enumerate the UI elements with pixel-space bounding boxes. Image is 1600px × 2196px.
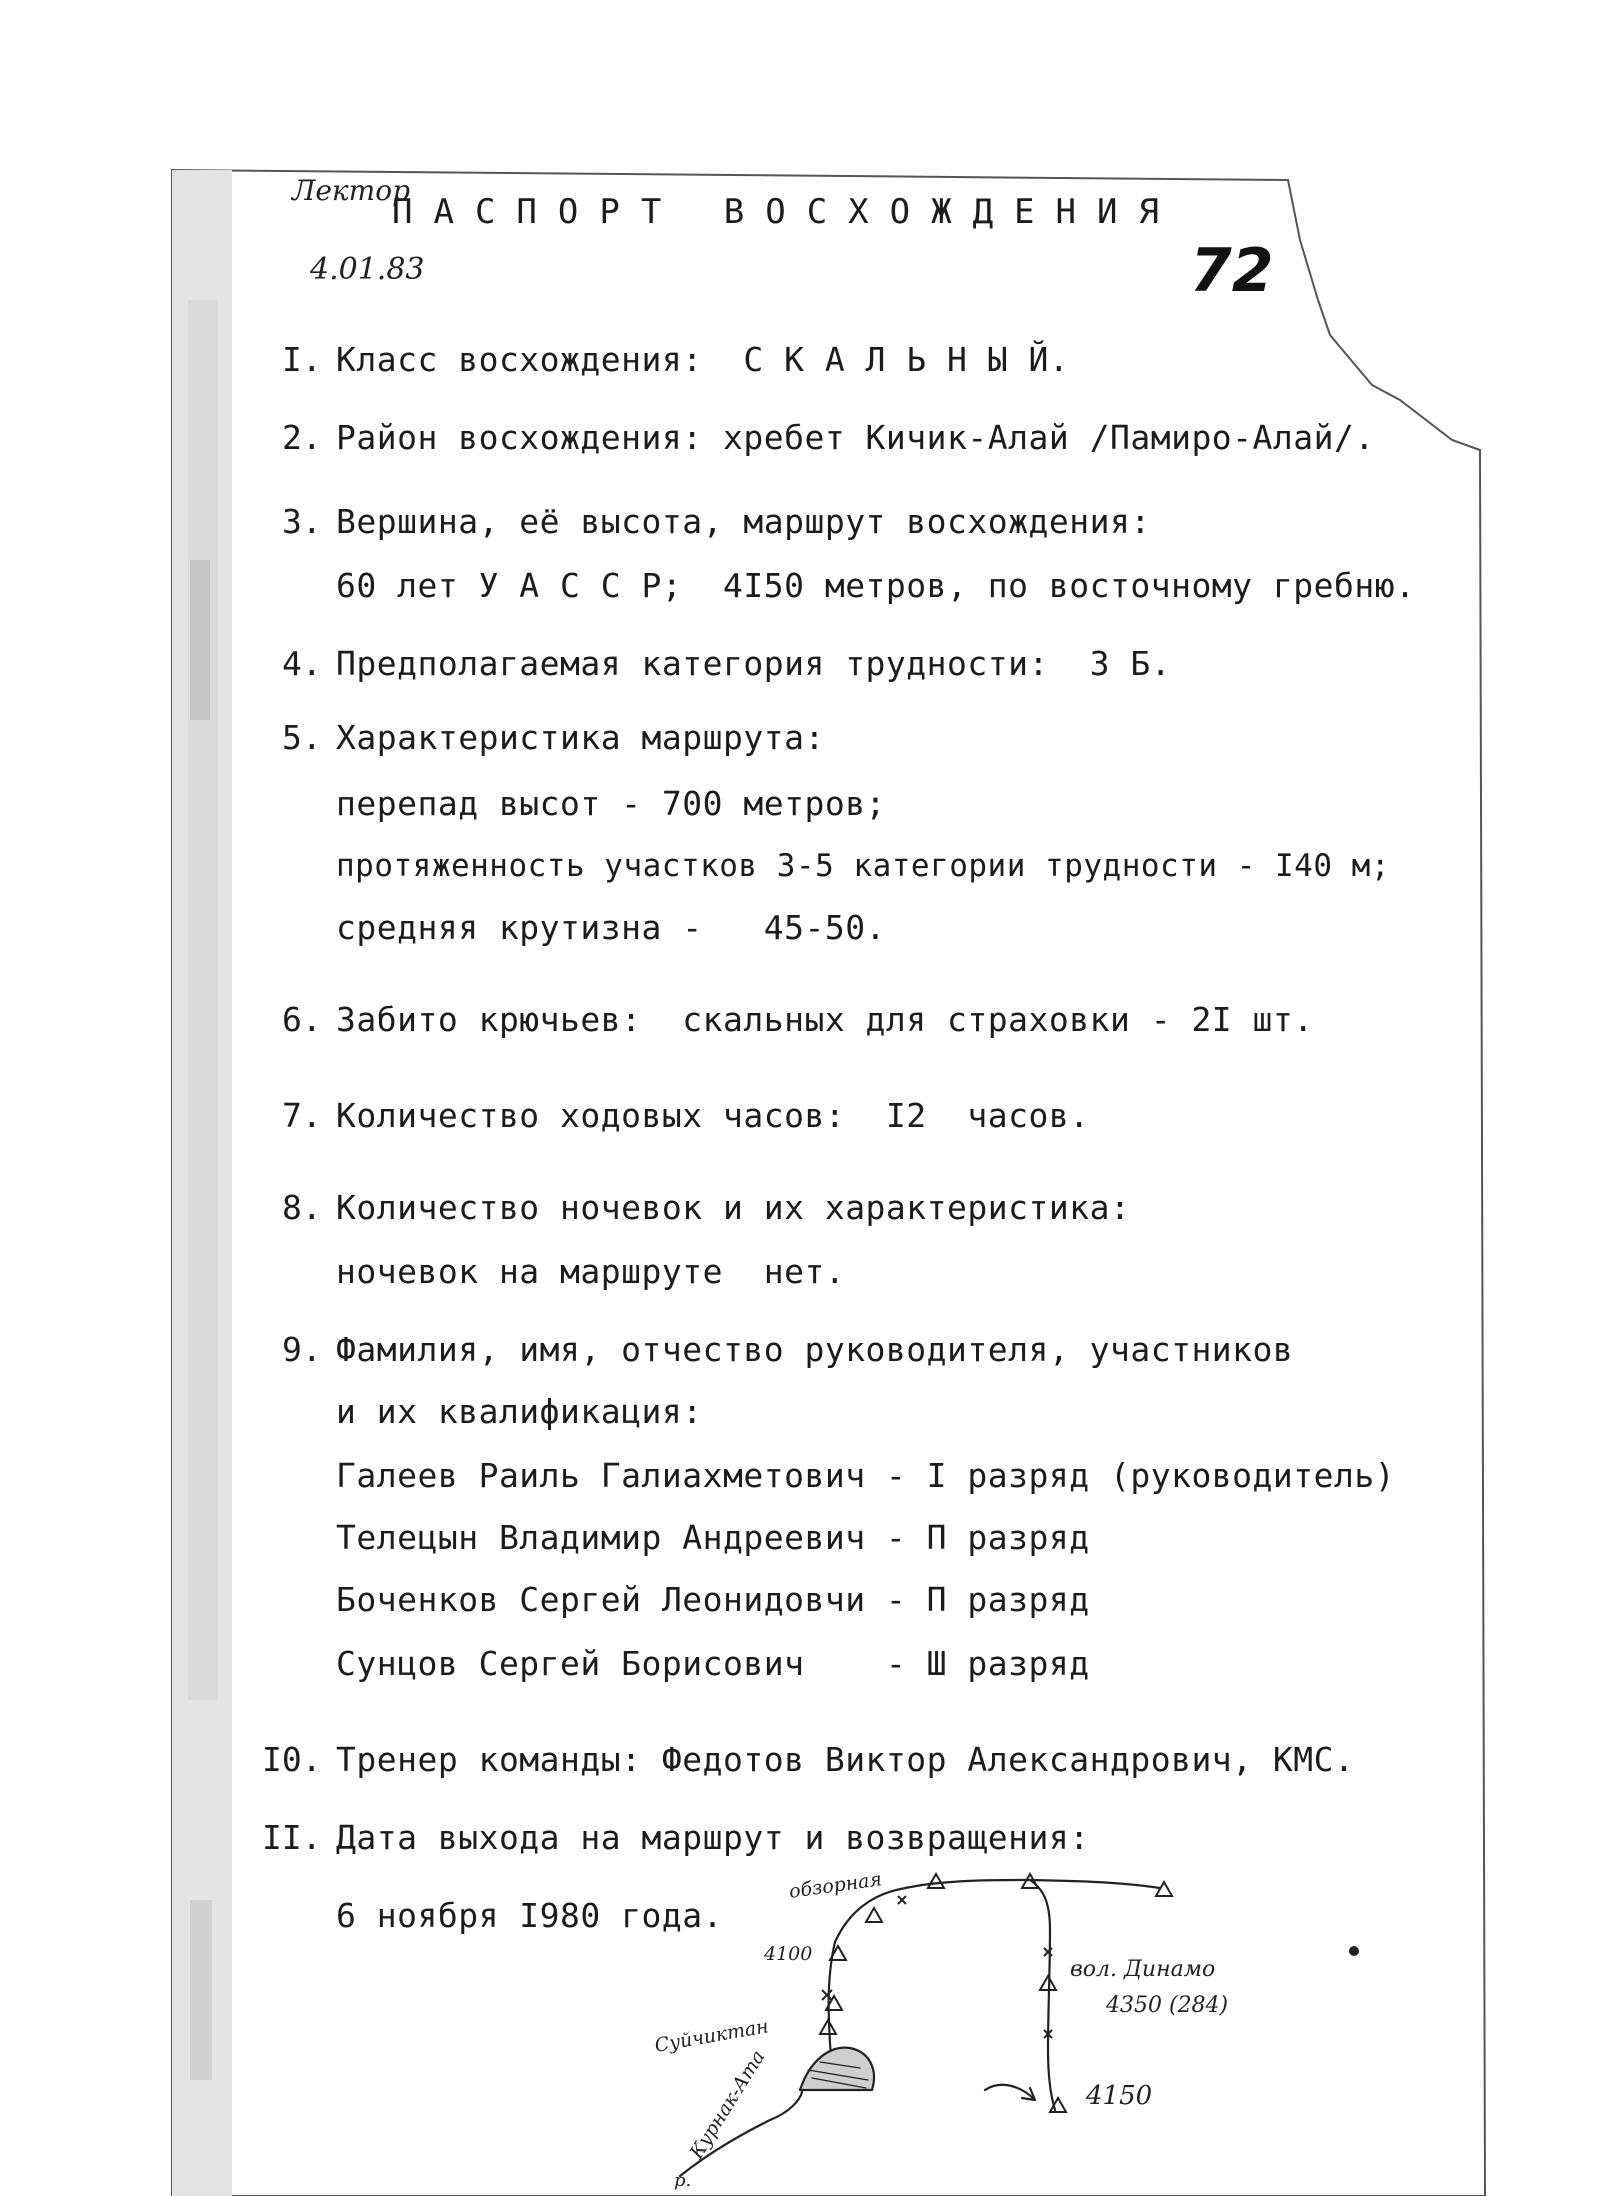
item-2-number: 2.: [282, 418, 322, 457]
participant-row: Сунцов Сергей Борисович - Ш разряд: [336, 1644, 1090, 1683]
item-11-number: II.: [262, 1818, 322, 1857]
item-10-text: Тренер команды: Федотов Виктор Александрович, КМС.: [336, 1740, 1355, 1779]
item-7-text: Количество ходовых часов: I2 часов.: [336, 1096, 1090, 1135]
summit-triangle-icon: [866, 1908, 882, 1922]
descent-line: [1030, 1880, 1055, 2110]
arrow-icon: [985, 2085, 1035, 2100]
ink-dot: [1349, 1946, 1359, 1956]
item-1-number: I.: [282, 340, 322, 379]
participant-row: Боченков Сергей Леонидовчи - П разряд: [336, 1580, 1090, 1619]
item-3-text: Вершина, её высота, маршрут восхождения:: [336, 502, 1151, 541]
item-8-line2: ночевок на маршруте нет.: [336, 1252, 846, 1291]
item-5-line2: перепад высот - 700 метров;: [336, 784, 886, 823]
item-4-number: 4.: [282, 644, 322, 683]
handwritten-date: 4.01.83: [310, 252, 425, 287]
item-6-text: Забито крючьев: скальных для страховки - 2I шт.: [336, 1000, 1314, 1039]
handwritten-scribble: Лектор: [292, 174, 410, 207]
summit-triangle-icon: [928, 1874, 944, 1888]
item-9-text: Фамилия, имя, отчество руководителя, участников: [336, 1330, 1294, 1369]
item-8-text: Количество ночевок и их характеристика:: [336, 1188, 1131, 1227]
document-title: ПАСПОРТ ВОСХОЖДЕНИЯ: [392, 192, 1180, 232]
item-10-number: I0.: [262, 1740, 322, 1779]
sketch-label-4100: 4100: [764, 1943, 813, 1965]
sketch-label-obzornaya: обзорная: [787, 1868, 884, 1903]
item-2-text: Район восхождения: хребет Кичик-Алай /Памиро-Алай/.: [336, 418, 1375, 457]
item-9-number: 9.: [282, 1330, 322, 1369]
item-5-line3: протяженность участков 3-5 категории трудности - I40 м;: [336, 848, 1390, 884]
handwritten-number: 72: [1190, 236, 1274, 306]
item-9-line2: и их квалификация:: [336, 1392, 703, 1431]
cairn-mark: [898, 1896, 906, 1904]
sketch-label-volk: вол. Динамо: [1070, 1957, 1216, 1982]
sketch-label-suchichtan: Суйчиктан: [653, 2015, 771, 2057]
item-7-number: 7.: [282, 1096, 322, 1135]
sketch-label-4150: 4150: [1086, 2081, 1153, 2111]
participant-row: Телецын Владимир Андреевич - П разряд: [336, 1518, 1090, 1557]
item-11-text: Дата выхода на маршрут и возвращения:: [336, 1818, 1090, 1857]
item-4-text: Предполагаемая категория трудности: 3 Б.: [336, 644, 1172, 683]
sketch-label-kurnak: Курнак-Ата: [685, 2046, 770, 2163]
cairn-mark: [822, 1990, 832, 2000]
item-6-number: 6.: [282, 1000, 322, 1039]
item-3-number: 3.: [282, 502, 322, 541]
item-5-text: Характеристика маршрута:: [336, 718, 825, 757]
sketch-label-4350: 4350 (284): [1106, 1993, 1229, 2018]
item-5-number: 5.: [282, 718, 322, 757]
sketch-label-r: р.: [674, 2170, 692, 2191]
item-1-text: Класс восхождения: С К А Л Ь Н Ы Й.: [336, 340, 1070, 379]
item-3-line2: 60 лет У А С С Р; 4I50 метров, по восточному гребню.: [336, 566, 1416, 605]
rock-slope: [800, 2048, 874, 2090]
item-11-line2: 6 ноября I980 года.: [336, 1896, 723, 1935]
participant-row: Галеев Раиль Галиахметович - I разряд (руководитель): [336, 1456, 1396, 1495]
summit-triangle-icon: [1156, 1882, 1172, 1896]
item-5-line4: средняя крутизна - 45-50.: [336, 908, 886, 947]
item-8-number: 8.: [282, 1188, 322, 1227]
